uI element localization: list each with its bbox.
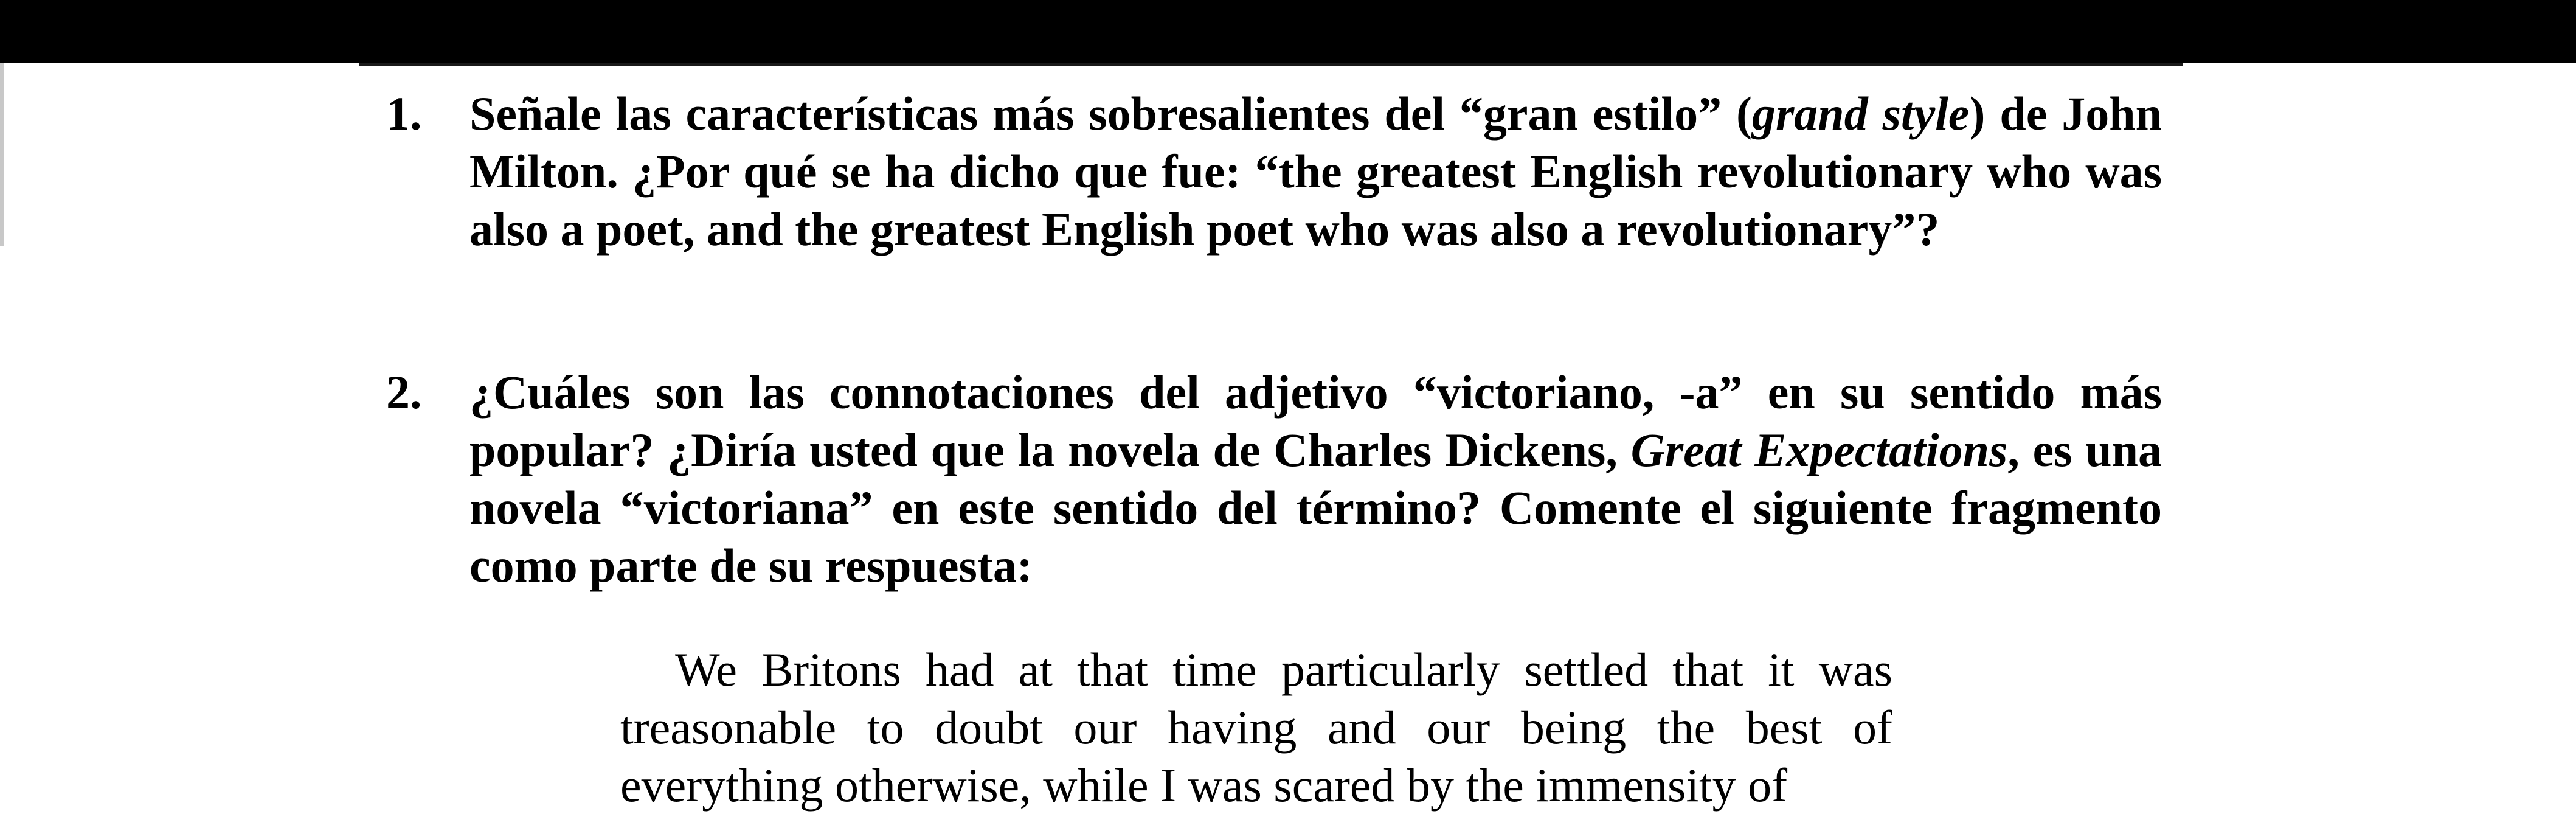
block-quote-text: We Britons had at that time particularly settled that it was treasonable to doubt our having and our being the best of everything otherwise, while I was scared by the immensity of — [620, 643, 1892, 812]
question-1 — [386, 85, 2162, 258]
question-2-number: 2. — [386, 366, 422, 419]
scan-left-edge — [0, 63, 4, 246]
block-quote — [620, 641, 1892, 814]
question-2-text: ¿Cuáles son las connotaciones del adjetivo “victoriano, -a” en su sentido más popular? ¿Diría usted que la novela de Charles Dickens, Great Expectations, es una novela “victoriana” en este sentido del término? Comente el siguiente fragmento como parte de su respuesta: — [469, 366, 2162, 592]
question-2-italic-title: Great Expectations — [1630, 423, 2008, 476]
question-1-italic-term: grand style — [1751, 87, 1970, 140]
question-2 — [386, 363, 2162, 594]
page-header-rule — [359, 63, 2183, 66]
question-1-number: 1. — [386, 87, 422, 140]
scan-top-border — [0, 0, 2576, 63]
question-1-text: Señale las características más sobresalientes del “gran estilo” (grand style) de John Milton. ¿Por qué se ha dicho que fue: “the greatest English revolutionary who was also a poet, and the greatest English poet who was also a revolutionary”? — [469, 87, 2162, 256]
